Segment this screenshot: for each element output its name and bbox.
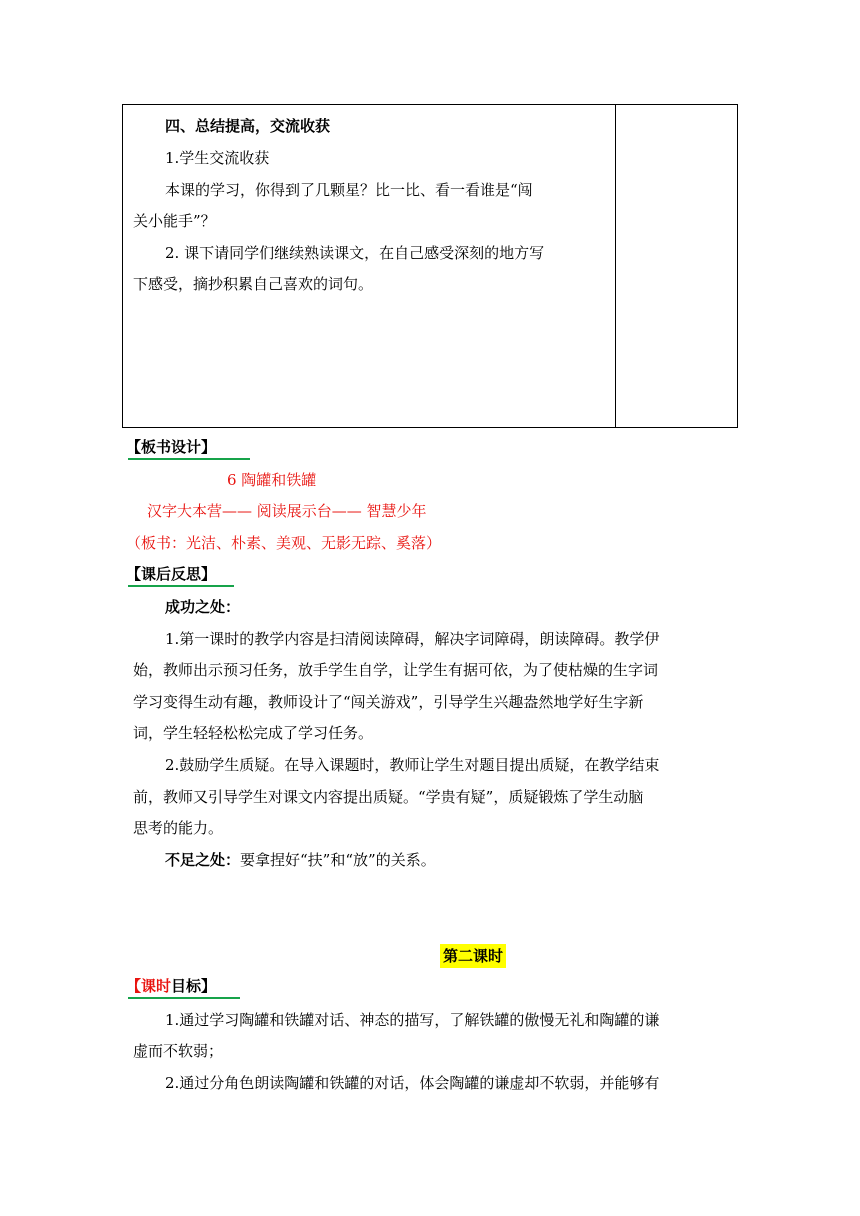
reflection-p1-line: 始，教师出示预习任务，放手学生自学，让学生有据可依，为了使枯燥的生字词 — [133, 661, 659, 679]
board-design-heading: 【板书设计】 — [126, 438, 217, 456]
reflection-p1-line: 1.第一课时的教学内容是扫清阅读障碍，解决字词障碍，朗读障碍。教学伊 — [165, 630, 660, 648]
board-flow: 汉字大本营—— 阅读展示台—— 智慧少年 — [147, 502, 427, 520]
table-para-1-line-1: 本课的学习，你得到了几颗星？比一比、看一看谁是“闯 — [165, 181, 533, 199]
goal-1-line-1: 1.通过学习陶罐和铁罐对话、神态的描写，了解铁罐的傲慢无礼和陶罐的谦 — [165, 1011, 660, 1029]
lack-line — [165, 850, 436, 870]
lack-label: 不足之处： — [165, 851, 241, 869]
table-column-divider — [615, 105, 616, 427]
success-label: 成功之处： — [165, 598, 241, 616]
table-para-1-line-2: 关小能手”？ — [133, 212, 216, 230]
reflection-p2-line: 前，教师又引导学生对课文内容提出质疑。“学贵有疑”，质疑锻炼了学生动脑 — [133, 788, 644, 806]
lesson-goal-heading-red: 【课时 — [126, 977, 172, 995]
table-item-2-line-1: 2. 课下请同学们继续熟读课文，在自己感受深刻的地方写 — [165, 244, 545, 262]
reflection-heading: 【课后反思】 — [126, 565, 217, 583]
reflection-p2-line: 2.鼓励学生质疑。在导入课题时，教师让学生对题目提出质疑，在教学结束 — [165, 756, 660, 774]
lesson-goal-heading-black: 目标】 — [171, 977, 217, 995]
lesson-goal-heading — [126, 975, 216, 997]
second-lesson-title: 第二课时 — [440, 944, 506, 968]
board-title: 6 陶罐和铁罐 — [227, 471, 317, 489]
lack-text: 要拿捏好“扶”和“放”的关系。 — [240, 851, 436, 869]
goal-1-line-2: 虚而不软弱； — [133, 1042, 224, 1060]
goal-2-line-1: 2.通过分角色朗读陶罐和铁罐的对话，体会陶罐的谦虚却不软弱，并能够有 — [165, 1074, 660, 1092]
table-item-1: 1.学生交流收获 — [165, 149, 270, 167]
table-heading: 四、总结提高，交流收获 — [165, 117, 331, 135]
reflection-p1-line: 学习变得生动有趣，教师设计了“闯关游戏”，引导学生兴趣盎然地学好生字新 — [133, 693, 644, 711]
lesson-goal-heading-underline — [128, 997, 240, 999]
table-item-2-line-2: 下感受，摘抄积累自己喜欢的词句。 — [133, 275, 374, 293]
reflection-p1-line: 词，学生轻轻松松完成了学习任务。 — [133, 724, 374, 742]
reflection-heading-underline — [128, 585, 234, 587]
board-words: （板书：光洁、朴素、美观、无影无踪、奚落） — [126, 534, 442, 552]
board-heading-underline — [128, 458, 250, 460]
reflection-p2-line: 思考的能力。 — [133, 819, 224, 837]
